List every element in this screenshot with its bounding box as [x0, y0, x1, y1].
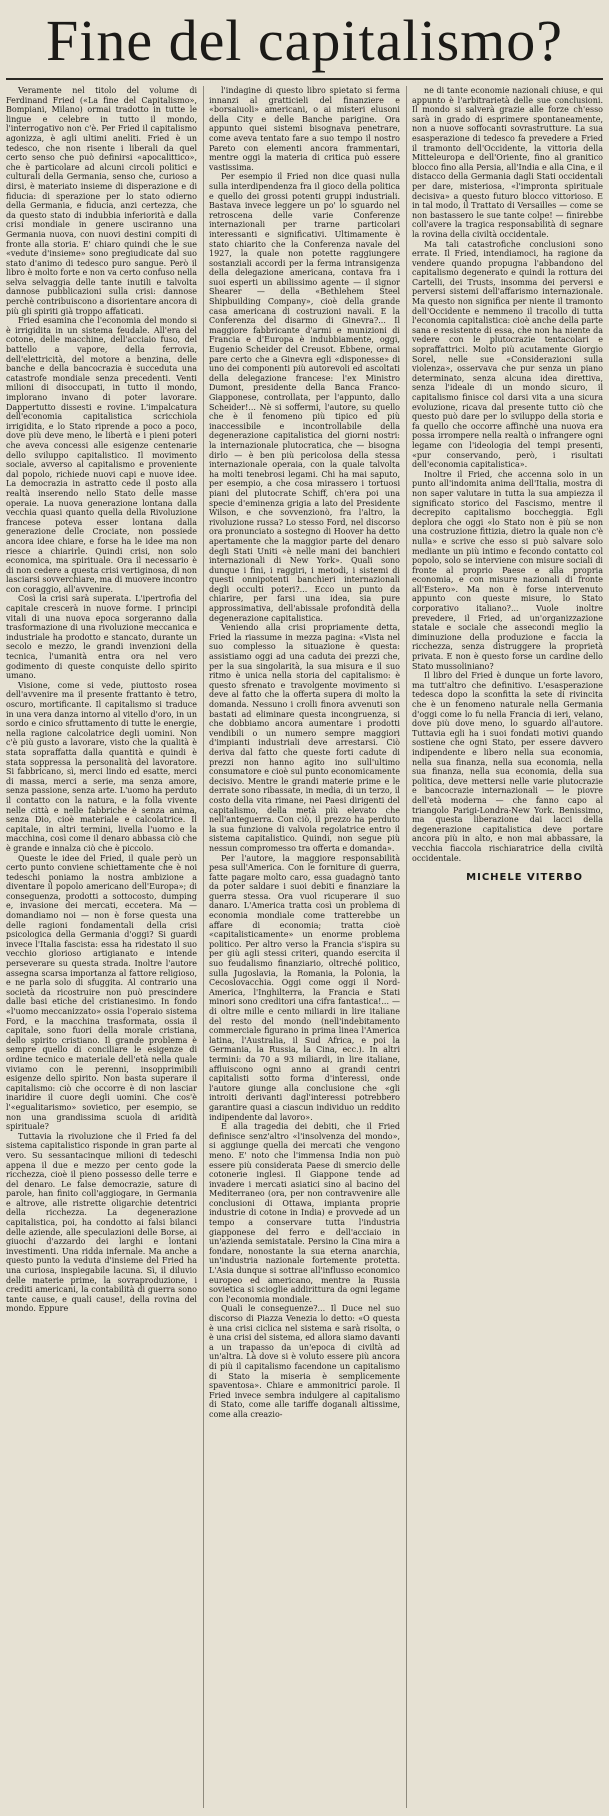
paragraph: Veniendo alla crisi propriamente detta, Fried la riassume in mezza pagina: «Vista nel suo complesso la situazione è questa: assistiamo oggi ad una caduta dei prezzi che, per la sua singolarità, la sua misura e il suo ritmo è unica nella storia del capitalismo: è questo sfrenato e travolgente movimento si deve al fatto che la offerta supera di molto la domanda. Nessuno i crolli finora avvenuti son bastati ad eliminare questa incongruenza, si che dobbiamo ancora aumentare i prodotti vendibili o un numero sempre maggiori d'impianti industriali deve arrestarsi. Ciò deriva dal fatto che queste forti cadute di prezzi non hanno agito ino sull'ultimo consumatore e cioè sul punto economicamente decisivo. Mentre le grandi materie prime e le derrate sono ribassate, in media, di un terzo, il costo della vita rimane, nei Paesi dirigenti del capitalismo, della metà più elevato che nell'anteguerra. Con ciò, il prezzo ha perduto la sua funzione di valvola regolatrice entro il sistema capitalistico. Quindi, non segue più nessun compromesso tra offerta e domanda».: [209, 623, 400, 853]
author-signature: MICHELE VITERBO: [466, 872, 583, 883]
paragraph: l'indagine di questo libro spietato si ferma innanzi al gratticieli del finanziere e «borsaiuoli» americani, o ai misteri elusoni della City e delle Banche parigine. Ora appunto quei sistemi bisognava penetrare, come aveva tentato fare a suo tempo il nostro Pareto con elementi ancora frammentari, mentre oggi la materia di critica può essere vastissima.: [209, 86, 400, 172]
paragraph: Inoltre il Fried, che accenna solo in un punto all'indomita anima dell'Italia, mostra di non saper valutare in tutta la sua ampiezza il significato storico del Fascismo, mentre il decrepito capitalismo boccheggia. Egli deplora che oggi «lo Stato non è più se non una costruzione fittizia, dietro la quale non c'è nulla» e scrive che esso si può salvare solo mediante un più intimo e fecondo contatto col popolo, solo se interviene con misure sociali di fronte al proprio Paese e alla propria economia, e con misure nazionali di fronte all'Estero». Ma non è forse intervenuto appunto con queste misure, lo Stato corporativo italiano?... Vuole inoltre prevedere, il Fried, ad un'organizzazione statale e sociale che assecondi meglio la diminuzione della produzione e faccia la ricchezza, senza distruggere la proprietà privata. E non è questo forse un cardine dello Stato mussoliniano?: [412, 469, 603, 671]
paragraph: Per esempio il Fried non dice quasi nulla sulla interdipendenza fra il gioco della politica e quello dei grossi potenti gruppi industriali. Bastava invece leggere un po' lo sguardo nel retroscena delle varie Conferenze internazionali per trarne particolari interessanti e significativi. Ultimamente è stato chiarito che la Conferenza navale del 1927, la quale non potette raggiungere sostanziali accordi per la ferma intransigenza della delegazione americana, contava fra i suoi esperti un abilissimo agente — il signor Shearer — della «Bethlehem Steel Shipbuilding Company», cioè della grande casa americana di costruzioni navali. E la Conferenza del disarmo di Ginevra?... Il maggiore fabbricante d'armi e munizioni di Francia e d'Europa è indubbiamente, oggi, Eugenio Scheider del Creusot. Ebbene, ormai pare certo che a Ginevra egli «disponesse» di uno dei componenti più autorevoli ed ascoltati della delegazione francese: l'ex Ministro Dumont, presidente della Banca Franco-Giapponese, controllata, per l'appunto, dallo Scheider!... Nè si soffermi, l'autore, su quello che è il fenomeno più tipico ed più inaccessibile e incontrollabile della degenerazione capitalistica del giorni nostri: la internazionale plutocratica, che — bisogna dirlo — è ben più pericolosa della stessa internazionale operaia, con la quale talvolta ha molti tenebrosi legami. Chi ha mai saputo, per esempio, a che cosa mirassero i tortuosi piani del plutocrate Schiff, ch'era poi una specie d'eminenza grigia a lato del Presidente Wilson, e che sovvenzionò, fra l'altro, la rivoluzione russa? Lo stesso Ford, nel discorso ora pronunciato a sostegno di Hoover ha detto apertamente che la maggior parte del denaro degli Stati Uniti «è nelle mani dei banchieri internazionali di New York». Quali sono dunque i fini, i raggiri, i metodi, i sistemi di questi onnipotenti banchieri internazionali degli occulti poteri?... Ecco un punto da chiarire, per farsi una idea, sia pure approssimativa, dell'abissale profondità della degenerazione capitalistica.: [209, 172, 400, 623]
paragraph: Tuttavia la rivoluzione che il Fried fa del sistema capitalistico risponde in gran parte al vero. Su sessantacinque milioni di tedeschi appena il due e mezzo per cento gode la ricchezza, cioè il pieno possesso delle terre e del denaro. Le false democrazie, sature di parole, han finito coll'aggiogare, in Germania e altrove, alle ristrette oligarchie detentrici della ricchezza. La degenerazione capitalistica, poi, ha condotto ai falsi bilanci delle aziende, alle speculazioni delle Borse, ai giuochi d'azzardo dei larghi e lontani investimenti. Una ridda infernale. Ma anche a questo punto la veduta d'insieme del Fried ha una curiosa, inspiegabile lacuna. Sì, il diluvio delle materie prime, la sovraproduzione, i crediti americani, la contabilità di guerra sono tante cause, e quali cause!, della rovina del mondo. Eppure: [6, 1131, 197, 1314]
article-column-2: [203, 86, 400, 1808]
paragraph: Fried esamina che l'economia del mondo si è irrigidita in un sistema feudale. All'era del cotone, delle macchine, dell'acciaio fuso, del battello a vapore, della ferrovia, dell'elettricità, del motore a benzina, delle banche e della bancocrazia è succeduta una catastrofe mondiale senza precedenti. Venti milioni di disoccupati, in tutto il mondo, implorano invano di poter lavorare. Dappertutto dissesti e rovine. L'impalcatura dell'economia capitalistica scricchiola irrigidita, e lo Stato riprende a poco a poco, dove più deve meno, le libertà e i pieni poteri che aveva concessi alle esigenze centenarie dello sviluppo capitalistico. Il movimento sociale, avverso al capitalismo e proveniente dal popolo, richiede nuovi capi e nuove idee. La democrazia in astratto cede il posto alla realtà inserendo nello Stato delle masse operaie. La nuova generazione lontana dalla vecchia quasi quanto quella della Rivoluzione francese poteva esser lontana dalla generazione delle Crociate, non possiede ancora idee chiare, e forse ha le idee ma non riesce a chiarirle. Quindi crisi, non solo economica, ma spirituale. Ora il necessario è di non cedere a questa crisi vertiginosa, di non lasciarsi sovverchiare, ma di muovere incontro con coraggio, all'avvenire.: [6, 316, 197, 594]
article-column-3-body: [412, 86, 603, 883]
paragraph: Queste le idee del Fried, il quale però un certo punto conviene schiettamente che è noi tedeschi poniamo la nostra ambizione a diventare il popolo americano dell'Europa»; di conseguenza, prodotti a sottocosto, dumping e, invasione dei mercati, eccetera. Ma — domandiamo noi — non è forse questa una delle ragioni fondamentali della crisi psicologica della Germania d'oggi? Si guardi invece l'Italia fascista: essa ha ridestato il suo vecchio glorioso artigianato e intende perseverare su questa strada. Inoltre l'autore assegna scarsa importanza al fattore religioso, e ne parla solo di sfuggita. Al contrario una società da ricostruire non può prescindere dalle basi etiche del cristianesimo. In fondo «l'uomo meccanizzato» ossia l'operaio sistema Ford, e la macchina trasformata, ossia il capitale, sono fuori della morale cristiana, dello spirito cristiano. Il grande problema è sempre quello di conciliare le esigenze di ordine tecnico e materiale dell'età nella quale viviamo con le perenni, insopprimibili esigenze dello spirito. Non basta superare il capitalismo: ciò che occorre è di non lasciar inaridire il cuore degli uomini. Che cos'è l'«egualitarismo» sovietico, per esempio, se non una grandissima scuola di aridità spirituale?: [6, 853, 197, 1132]
paragraph: Per l'autore, la maggiore responsabilità pesa sull'America. Con le forniture di guerra, fatte pagare molto caro, essa guadagnò tanto da poter saldare i suoi debiti e finanziare la guerra stessa. Ora vuol ricuperare il suo danaro. L'America tratta così un problema di economia mondiale come tratterebbe un affare di economia; tratta cioè «capitalisticamente» un enorme problema politico. Per altro verso la Francia s'ispira su per giù agli stessi criteri, quando esercita il suo feudalismo finanziario, oltreché politico, sulla Jugoslavia, la Romania, la Polonia, la Cecoslovacchia. Oggi come oggi il Nord-America, l'Inghilterra, la Francia e Stati minori sono creditori una cifra fantastica!... — di oltre mille e cento miliardi in lire italiane del resto del mondo (nell'indebitamento commerciale figurano in prima linea l'America latina, l'Australia, il Sud Africa, e poi la Germania, la Russia, la Cina, ecc.). In altri termini: da 70 a 93 miliardi, in lire italiane, affluiscono ogni anno ai grandi centri capitalisti sotto forma d'interessi, onde l'autore giunge alla conclusione che «gli introiti derivanti dagl'interessi potrebbero garantire quasi a ciascun individuo un reddito indipendente dal lavoro».: [209, 853, 400, 1122]
article-columns: [6, 86, 603, 1808]
article-title: Fine del capitalismo?: [6, 8, 603, 80]
paragraph: ne di tante economie nazionali chiuse, e qui appunto è l'arbitrarietà delle sue conclusioni. Il mondo si salverà grazie alle forze ch'esso sarà in grado di esprimere spontaneamente, non a nuove soffocanti sovrastrutture. La sua esasperazione di tedesco fa prevedere a Fried il tramonto dell'Occidente, la vittoria della Mitteleuropa e dell'Oriente, fino al granitico blocco fino alla Persia, all'India e alla Cina, e il distacco della Germania dagli Stati occidentali per dare, misteriosa, «l'impronta spirituale decisiva» a questo futuro blocco vittorioso. E in tal modo, il Trattato di Versailles — come se non bastassero le sue tante colpe! — finirebbe coll'avere la tragica responsabilità di segnare la rovina della civiltà occidentale.: [412, 86, 603, 239]
paragraph: Il libro del Fried è dunque un forte lavoro, ma tutt'altro che definitivo. L'esasperazione tedesca dopo la sconfitta la sete di rivincita che è un fenomeno naturale nella Germania d'oggi come lo fu nella Francia di ieri, velano, dove più dove meno, lo sguardo all'autore. Tuttavia egli ha i suoi fondati motivi quando sostiene che ogni Stato, per essere davvero indipendente e libero nella sua economia, nella sua finanza, nella sua economia, nella sua finanza, nella sua economia, della sua politica, deve mettersi nelle varie plutocrazie e bancocrazie internazionali — le piovre dell'età moderna — che fanno capo al triangolo Parigi-Londra-New York. Benissimo, ma questa liberazione dai lacci della degenerazione capitalistica deve portare ancora più in alto, e non mai abbassare, la vecchia fiaccola rischiaratrice della civiltà occidentale.: [412, 671, 603, 863]
paragraph: Veramente nel titolo del volume di Ferdinand Fried («La fine del Capitalismo», Bompiani, Milano) ormai tradotto in tutte le lingue e celebre in tutto il mondo, l'interrogativo non c'è. Per Fried il capitalismo agonizza, è agli ultimi aneliti. Fried è un tedesco, che non risente i liberali da quel certo senso che può definirsi «apocalittico», che è particolare ad alcuni circoli politici e culturali della Germania, senso che, curioso a dirsi, è materiato insieme di disperazione e di fiducia: di sperazione per lo stato odierno della Germania, e fiducia, anzi certezza, che da questo stato di indubbia inferiorità e dalla crisi mondiale in genere usciranno una Germania nuova, con nuovi destini compiti di fronte alla storia. E' chiaro quindi che le sue «vedute d'insieme» sono pregiudicate dal suo stato d'animo di tedesco puro sangue. Però il libro è molto forte e non va certo confuso nella selva selvaggia delle tante inutili e talvolta dannose pubblicazioni sulla crisi: dannose perchè contribuiscono a disorientare ancora di più gli spiriti già troppo affaticati.: [6, 86, 197, 316]
paragraph: Quali le conseguenze?... Il Duce nel suo discorso di Piazza Venezia lo detto: «O questa è una crisi ciclica nel sistema e sarà risolta, o è una crisi del sistema, ed allora siamo davanti a un trapasso da un'epoca di civiltà ad un'altra. Là dove si è voluto essere più ancora di più il capitalismo facendone un capitalismo di Stato la miseria è semplicemente spaventosa». Chiare e ammonitrici parole. Il Fried invece sembra indulgere al capitalismo di Stato, come alle tariffe doganali altissime, come alla creazio-: [209, 1304, 400, 1419]
article-column-3: [406, 86, 603, 1808]
paragraph: Ma tali catastrofiche conclusioni sono errate. Il Fried, intendiamoci, ha ragione da vendere quando propugna l'abbandono del capitalismo degenerato e quindi la rottura dei Cartelli, dei Trusts, insomma dei perversi e perversi sistemi dell'affarismo internazionale. Ma questo non significa per niente il tramonto dell'Occidente e nemmeno il tracollo di tutta l'economia capitalistica: cioè anche della parte sana e resistente di essa, che non ha niente da vedere con le plutocrazie tentacolari e sopraffattrici. Molto più acutamente Giorgio Sorel, nelle sue «Considerazioni sulla violenza», osservava che pur senza un piano determinato, senza alcuna idea direttiva, senza l'ideale di un mondo sicuro, il capitalismo finisce col darsi vita a una sicura evoluzione, ricava dal presente tutto ciò che questo può dare per lo sviluppo della storia e fa quello che occorre affinchè una nuova era possa irrompere nella realtà o infrangere ogni legame con l'ideologia del tempi presenti, «pur conservando, però, i risultati dell'economia capitalistica».: [412, 239, 603, 470]
paragraph: Visione, come si vede, piuttosto rosea dell'avvenire ma il presente frattanto è tetro, oscuro, mortificante. Il capitalismo si traduce in una vera danza intorno al vitello d'oro, in un sordo e cinico sfruttamento di tutte le energie, nella ragione calcolatrice degli uomini. Non c'è più gusto a lavorare, visto che la qualità è stata sopraffatta dalla quantità e quindi è stata soppressa la personalità del lavoratore. Si fabbricano, sì, merci lindo ed esatte, merci di massa, merci a serie, ma senza amore, senza passione, senza arte. L'uomo ha perduto il contatto con la natura, e la folla vivente nelle città e nelle fabbriche è senza anima, senza Dio, cioè materiale e calcolatrice. Il capitale, in altri termini, livella l'uomo e la macchina, così come il denaro abbassa ciò che è grande e innalza ciò che è piccolo.: [6, 680, 197, 853]
empty-space: [412, 883, 603, 1808]
article-column-1: [6, 86, 197, 1808]
paragraph: E alla tragedia dei debiti, che il Fried definisce senz'altro «l'insolvenza del mondo», si aggiunge quella dei mercati che vengono meno. E' noto che l'immensa India non può essere più considerata Paese di smercio delle cotonerie inglesi. Il Giappone tende ad invadere i mercati asiatici sino al bacino del Mediterraneo (ora, per non contravvenire alle conclusioni di Ottawa, impianta proprie industrie di cotone in India) e provvede ad un tempo a conservare tutta l'industria giapponese del ferro e dell'acciaio in un'azienda semistatale. Persino la Cina mira a fondare, nonostante la sua eterna anarchia, un'industria nazionale fortemente protetta. L'Asia dunque si sottrae all'influsso economico europeo ed americano, mentre la Russia sovietica si scioglie addirittura da ogni legame con l'economia mondiale.: [209, 1122, 400, 1304]
paragraph: Così la crisi sarà superata. L'ipertrofia del capitale crescerà in nuove forme. I principi vitali di una nuova epoca sorgeranno dalla trasformazione di una rivoluzione meccanica e industriale ha prodotto e stancato, durante un secolo e mezzo, le grandi invenzioni della tecnica, l'umanità entra ora nel vero godimento di queste conquiste dello spirito umano.: [6, 594, 197, 681]
